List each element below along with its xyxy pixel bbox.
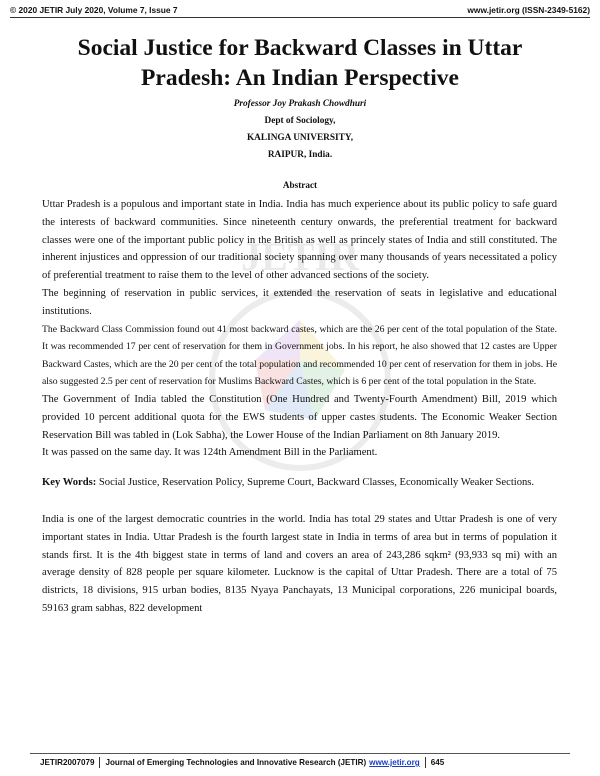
author-name: Professor Joy Prakash Chowdhuri	[233, 99, 367, 109]
header-citation: © 2020 JETIR July 2020, Volume 7, Issue 7	[10, 5, 178, 15]
footer-paper-id: JETIR2007079	[40, 758, 95, 767]
abstract-paragraph: It was passed on the same day. It was 124th Amendment Bill in the Parliament.	[42, 447, 378, 459]
footer-divider	[30, 753, 570, 754]
author-department: Dept of Sociology,	[264, 116, 336, 126]
abstract-heading: Abstract	[282, 180, 318, 190]
abstract-paragraph: The beginning of reservation in public services, it extended the reservation of seats in legislative and educational institutions.	[42, 287, 557, 317]
abstract-paragraph: Uttar Pradesh is a populous and important state in India. India has much experience about its public policy to safe guard the interests of backward communities. Since nineteenth century onwards, the preferential treatment for backward classes were one of the important public policy in the British as well as princely states of India and still constituted. The inherent injustices and oppression of our traditional society spanning over many thousands of years necessitated a policy of preferential treatment to raise them to the level of other advanced sections of the society.	[42, 199, 557, 282]
footer-website-link[interactable]: www.jetir.org	[369, 758, 420, 767]
author-block	[60, 96, 540, 164]
abstract-paragraph: The Government of India tabled the Constitution (One Hundred and Twenty-Fourth Amendment) Bill, 2019 which provided 10 percent additional quota for the EWS students of upper castes students. The Economic Weaker Section Reservation Bill was tabled in (Lok Sabha), the Lower House of the Indian Parliament on 8th January 2019.	[42, 393, 557, 441]
footer-separator	[99, 757, 100, 768]
header-issn: www.jetir.org (ISSN-2349-5162)	[467, 5, 590, 15]
keywords-label: Key Words:	[42, 477, 97, 489]
paper-title: Social Justice for Backward Classes in Uttar Pradesh: An Indian Perspective	[77, 35, 523, 91]
keywords	[42, 474, 557, 492]
abstract-paragraph: The Backward Class Commission found out 41 most backward castes, which are the 26 per cent of the total population of the State. It was recommended 17 per cent of reservation for them in Government jobs. In his report, he also showed that 12 castes are Upper Backward Castes, which are the 20 per cent of the total population and recommended 10 per cent of reservation for them in jobs. He also suggested 2.5 per cent of reservation for Muslims Backward Castes, which is 6 per cent of the total population in the State.	[42, 323, 557, 388]
keywords-text: Social Justice, Reservation Policy, Supreme Court, Backward Classes, Economically Weaker Sections.	[98, 477, 535, 489]
author-university: KALINGA UNIVERSITY,	[246, 133, 354, 143]
footer-journal-name: Journal of Emerging Technologies and Innovative Research (JETIR)	[105, 758, 367, 767]
footer-separator	[425, 757, 426, 768]
introduction-paragraph: India is one of the largest democratic countries in the world. India has total 29 states and Uttar Pradesh is one of very important states in India. Uttar Pradesh is the fourth largest state in India in terms of area but in terms of population it stands first. It is the 4th biggest state in terms of land and covers an area of 243,286 sqkm² (93,933 sq mi) with an average density of 828 people per square kilometer. Lucknow is the capital of Uttar Pradesh. There are a total of 75 districts, 18 divisions, 915 urban bodies, 8135 Nyaya Panchayats, 13 Municipal corporations, 226 municipal boards, 59163 gram sabhas, 822 development	[42, 513, 557, 614]
page-footer	[40, 757, 444, 768]
watermark-text: JETIR	[241, 234, 359, 279]
running-header	[10, 5, 590, 15]
author-city: RAIPUR, India.	[267, 150, 333, 160]
header-divider	[10, 17, 590, 18]
page-number: 645	[430, 758, 445, 767]
paper-body	[42, 196, 557, 618]
